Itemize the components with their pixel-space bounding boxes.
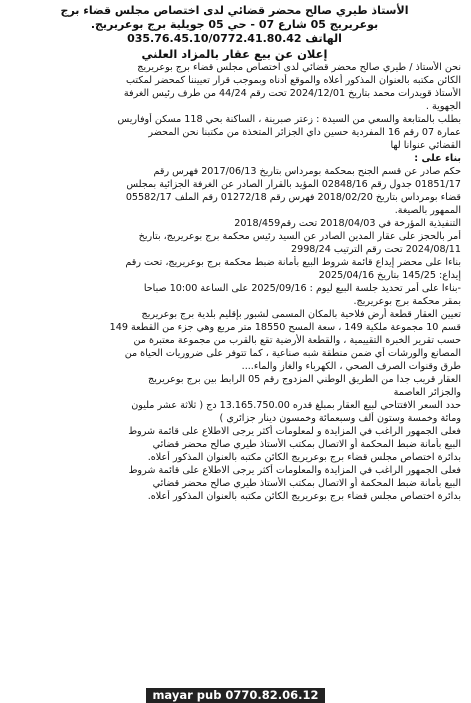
text-line: 2024/08/11 تحت رقم الترتيب 2998/24 [290, 244, 461, 255]
text-line: نحن الأستاذ / طيري صالح محضر قضائي لدى اختصاص مجلس قضاء برج بوعريريج [137, 62, 461, 73]
text-line: حسب تقرير الخبرة التقييمية ، والقطعة الأرضية تقع بالقرب من مجموعة معتبرة من [133, 335, 461, 346]
text-line: الممهور بالصيغة. [394, 205, 461, 216]
text-line: بدائرة اختصاص مجلس قضاء برج بوعريريج الكائن مكتبه بالعنوان المذكور أعلاه. [147, 491, 461, 502]
text-line: التنفيذية المؤرخة في 2018/04/03 تحت رقم2018/459 [234, 218, 461, 229]
text-line: بمقر محكمة برج بوعريريج. [353, 296, 461, 307]
text-line: فعلى الجمهور الراغب في المزايدة والمعلومات أكثر يرجى الاطلاع على قائمة شروط [128, 465, 461, 476]
publisher-banner: mayar pub 0770.82.06.12 [146, 688, 324, 703]
text-line: الأستاذ قويدرات محمد بتاريخ 2024/12/01 تحت رقم 44/24 من طرف رئيس الغرفة [123, 88, 461, 99]
text-line: العقار قريب جدا من الطريق الوطني المزدوج رقم 05 الرابط بين برج بوعريريج [148, 374, 461, 385]
location-paragraph [8, 373, 461, 399]
text-line: البيع بأمانة ضبط المحكمة أو الاتصال بمكتب الأستاذ طيري صالح محضر قضائي [152, 478, 461, 489]
text-line: المصانع والورشات أي ضمن منطقة شبه صناعية ، كما تتوفر على ضروريات الحياة من [124, 348, 461, 359]
text-line: الجهوية . [425, 101, 461, 112]
request-paragraph [8, 113, 461, 165]
text-line: قضاء بومرداس بتاريخ 2018/02/20 فهرس رقم 01272/18 رقم الملف 05582/17 [125, 192, 461, 203]
text-line: حدد السعر الافتتاحي لبيع العقار بمبلغ قدره 13.165.750.00 دج ( ثلاثة عشر مليون [131, 400, 461, 411]
text-line: فعلى الجمهور الراغب في المزايدة و لمعلومات أكثر يرجى الاطلاع على قائمة شروط [128, 426, 461, 437]
text-line: الكائن مكتبه بالعنوان المذكور أعلاه والموقع أدناه وبموجب قرار تعييننا كمحضر لمكتب [126, 75, 461, 86]
announcement-title: إعلان عن بيع عقار بالمزاد العلني [141, 47, 328, 61]
text-line: بدائرة اختصاص مجلس قضاء برج بوعريريج الكائن مكتبه بالعنوان المذكور أعلاه. [147, 452, 461, 463]
text-line: أمر بالحجز على عقار المدين الصادر عن السيد رئيس محكمة برج بوعريريج، بتاريخ [138, 231, 461, 242]
property-paragraph [8, 308, 461, 373]
text-line: بطلب بالمتابعة والسعي من السيدة : زعتر صبرينة ، الساكنة بحي 118 مسكن أوفاريس [117, 114, 461, 125]
intro-paragraph [8, 61, 461, 113]
invitation-paragraph [8, 425, 461, 464]
based-on-heading: بناء على : [414, 153, 461, 164]
text-line: عمارة 07 رقم 16 المفردية حسين داي الجزائر المتخذة من مكتبنا نحن المحضر [148, 127, 461, 138]
publisher-footer [0, 686, 471, 703]
text-line: والجزائر العاصمة [393, 387, 461, 398]
text-line: ومائة وخمسة وستون ألف وسبعمائة وخمسون دينار جزائري ) [219, 413, 461, 424]
deposit-paragraph [8, 256, 461, 282]
phone-number: الهاتف 035.76.45.10/0772.41.80.42 [127, 32, 342, 45]
text-line: القضائي عنوانا لها [390, 140, 461, 151]
text-line: طرق وقنوات الصرف الصحي ، الكهرباء والغاز والماء.... [241, 361, 461, 372]
text-line: 01851/17 جدول رقم 02848/16 المؤيد بالقرار الصادر عن الغرفة الجزائية بمجلس [126, 179, 461, 190]
notice-header [8, 4, 461, 61]
text-line: تعيين العقار قطعة أرض فلاحية بالمكان المسمى لشبور بإقليم بلدية برج بوعريريج [141, 309, 461, 320]
text-line: قسم 10 مجموعة ملكية 149 ، سعة المسح 18550 متر مربع وهي جزء من القطعة 149 [109, 322, 461, 333]
bailiff-title: الأستاذ طيري صالح محضر قضائي لدى اختصاص مجلس قضاء برج [60, 4, 409, 17]
text-line: البيع بأمانة ضبط المحكمة أو الاتصال بمكتب الأستاذ طيري صالح محضر قضائي [152, 439, 461, 450]
price-paragraph [8, 399, 461, 425]
invitation-paragraph-repeat [8, 464, 461, 503]
text-line: إيداع: 145/25 بتاريخ 2025/04/16 [318, 270, 461, 281]
text-line: حكم صادر عن قسم الجنح بمحكمة بومرداس بتاريخ 2017/06/13 فهرس رقم [153, 166, 461, 177]
seizure-order-paragraph [8, 230, 461, 256]
bailiff-address: بوعريريج 05 شارع 07 - حي 05 جويلية برج بوعريريج. [90, 18, 379, 31]
text-line: -بناءا على أمر تحديد جلسة البيع ليوم : 2025/09/16 على الساعة 10:00 صباحا [143, 283, 461, 294]
session-paragraph [8, 282, 461, 308]
text-line: بناءا على محضر إيداع قائمة شروط البيع بأمانة ضبط محكمة برج بوعريريج، تحت رقم [125, 257, 461, 268]
judgment-paragraph [8, 165, 461, 230]
